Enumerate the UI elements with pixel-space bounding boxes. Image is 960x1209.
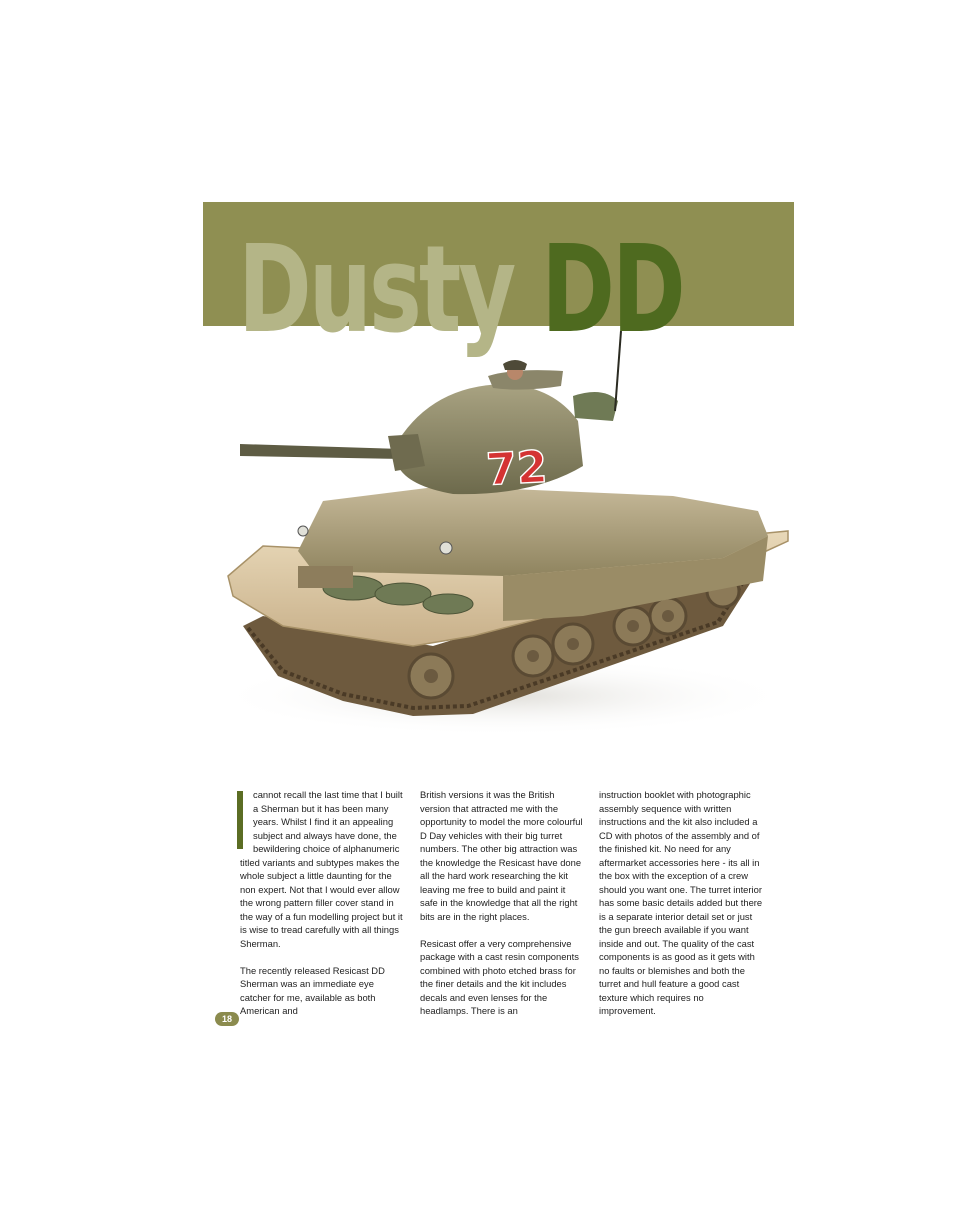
drop-cap	[237, 791, 243, 849]
paragraph: The recently released Resicast DD Sherman was an immediate eye catcher for me, available as both American and	[240, 964, 385, 1016]
paragraph: British versions it was the British version that attracted me with the opportunity to model the more colourful D Day vehicles with their big turret numbers. The other big attraction was the knowledge the Resicast have done all the hard work researching the kit leaving me free to build and paint it safe in the knowledge that all the right bits are in the right places.	[420, 789, 583, 922]
paragraph	[240, 788, 404, 950]
paragraph: Resicast offer a very comprehensive package with a cast resin components combined with photo etched brass for the finer details and the kit includes decals and even lenses for the headlamps. There is an	[420, 937, 579, 1016]
turret-number: 72	[484, 441, 549, 496]
paragraph: instruction booklet with photographic assembly sequence with written instructions and the kit also included a CD with photos of the assembly and of the finished kit. No need for any aftermarket accessories here - its all in the box with the exception of a crew should you want one. The turret interior has some basic details added but there is a separate interior detail set or just the gun breech available if you want inside and out. The quality of the cast components is as good as it gets with no faults or blemishes and both the turret and hull feature a good cast texture which requires no improvement.	[599, 789, 763, 1016]
text-column-3	[599, 788, 763, 1031]
text-column-1	[240, 788, 404, 1031]
title-word-1: Dusty	[238, 221, 514, 360]
text-column-2	[420, 788, 584, 1031]
article-title	[238, 221, 683, 360]
tank-photo	[203, 326, 794, 738]
page-number: 18	[215, 1012, 239, 1026]
paragraph-text: cannot recall the last time that I built a Sherman but it has been many years. Whilst I find it an appealing subject and always have done, the bewildering choice of alphanumeric titled variants and subtypes makes the whole subject a little daunting for the non expert. Not that I would ever allow the wrong pattern filler cover stand in the way of a fun modelling project but it is wise to tread carefully with all things Sherman.	[240, 789, 403, 949]
title-word-2: DD	[541, 221, 683, 360]
